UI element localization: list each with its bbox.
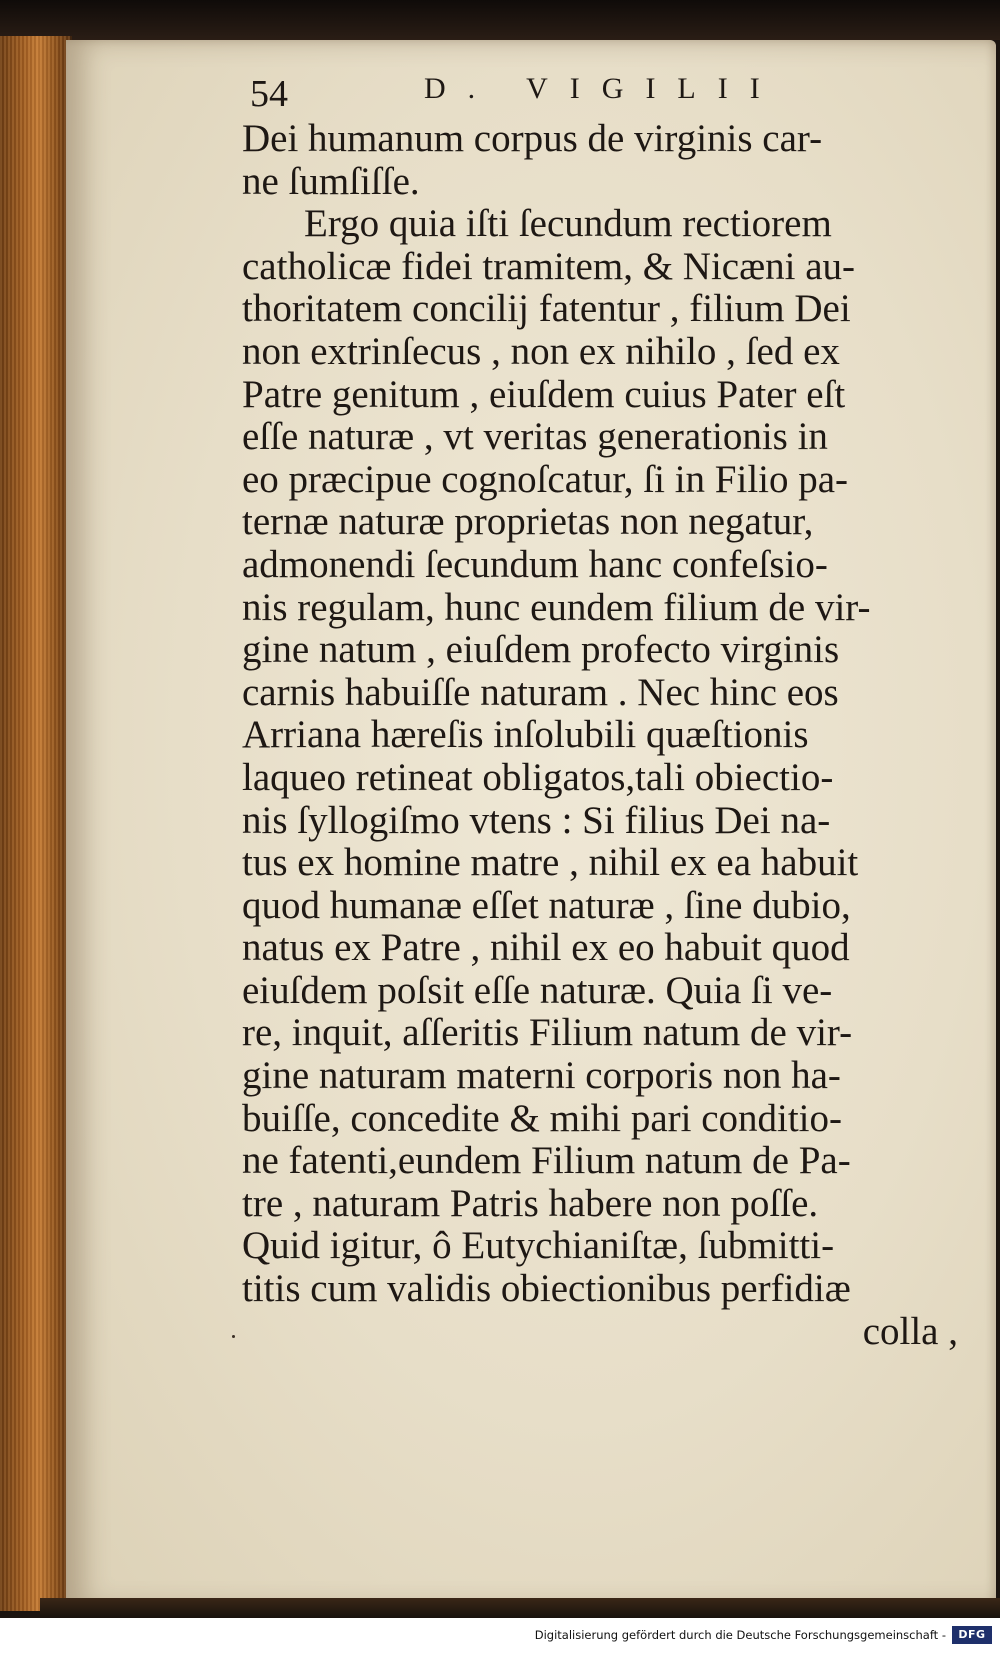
text-line: re, inquit, aſſeritis Filium natum de vir-	[242, 1012, 853, 1055]
page-text-block	[242, 60, 982, 1353]
footer-bar	[0, 1618, 1000, 1655]
scan-backdrop	[0, 0, 1000, 40]
text-line: eſſe naturæ , vt veritas generationis in	[242, 416, 828, 459]
text-line: ne ſumſiſſe.	[242, 160, 420, 203]
text-line: tre , naturam Patris habere non poſſe.	[242, 1182, 819, 1225]
text-line: carnis habuiſſe naturam . Nec hinc eos	[242, 671, 839, 714]
dfg-logo: DFG	[952, 1626, 992, 1644]
footer-credit: Digitalisierung gefördert durch die Deutsche Forschungsgemeinschaft -	[534, 1628, 946, 1642]
text-line: ne fatenti,eundem Filium natum de Pa-	[242, 1140, 851, 1183]
text-line: natus ex Patre , nihil ex eo habuit quod	[242, 927, 850, 970]
text-line: Ergo quia iſti ſecundum rectiorem	[304, 203, 832, 246]
text-line: non extrinſecus , non ex nihilo , ſed ex	[242, 330, 840, 373]
text-line: eo præcipue cognoſcatur, ſi in Filio pa-	[242, 458, 849, 501]
text-line: eiuſdem poſsit eſſe naturæ. Quia ſi ve-	[242, 969, 833, 1012]
text-line: nis regulam, hunc eundem filium de vir-	[242, 586, 871, 629]
running-head-title: D. VIGILII	[424, 72, 782, 105]
page-number: 54	[250, 73, 288, 115]
text-line: Dei humanum corpus de virginis car-	[242, 118, 823, 160]
paper-speck	[232, 1335, 235, 1338]
text-line: Patre genitum , eiuſdem cuius Pater eſt	[242, 373, 846, 416]
text-line: titis cum validis obiectionibus perfidiæ	[242, 1268, 851, 1311]
text-line: admonendi ſecundum hanc confeſsio-	[242, 543, 828, 586]
text-line: gine natum , eiuſdem profecto virginis	[242, 629, 840, 672]
text-line: catholicæ fidei tramitem, & Nicæni au-	[242, 245, 855, 288]
text-line: quod humanæ eſſet naturæ , ſine dubio,	[242, 884, 851, 927]
text-line: laqueo retineat obligatos,tali obiectio-	[242, 756, 834, 799]
text-line: colla ,	[862, 1310, 958, 1353]
body-text	[242, 118, 982, 1353]
text-line: Arriana hæreſis inſolubili quæſtionis	[242, 714, 809, 757]
text-line: ternæ naturæ proprietas non negatur,	[242, 501, 814, 544]
text-line: tus ex homine matre , nihil ex ea habuit	[242, 842, 859, 885]
text-line: gine naturam materni corporis non ha-	[242, 1055, 841, 1098]
text-line: thoritatem concilij fatentur , filium Dei	[242, 288, 851, 331]
page-bottom-shadow	[40, 1598, 1000, 1620]
text-line: buiſſe, concedite & mihi pari conditio-	[242, 1097, 843, 1140]
text-line: nis ſyllogiſmo vtens : Si filius Dei na-	[242, 799, 831, 842]
book-fore-edge	[0, 36, 72, 1611]
running-head	[242, 60, 982, 118]
text-line: Quid igitur, ô Eutychianiſtæ, ſubmitti-	[242, 1225, 835, 1268]
